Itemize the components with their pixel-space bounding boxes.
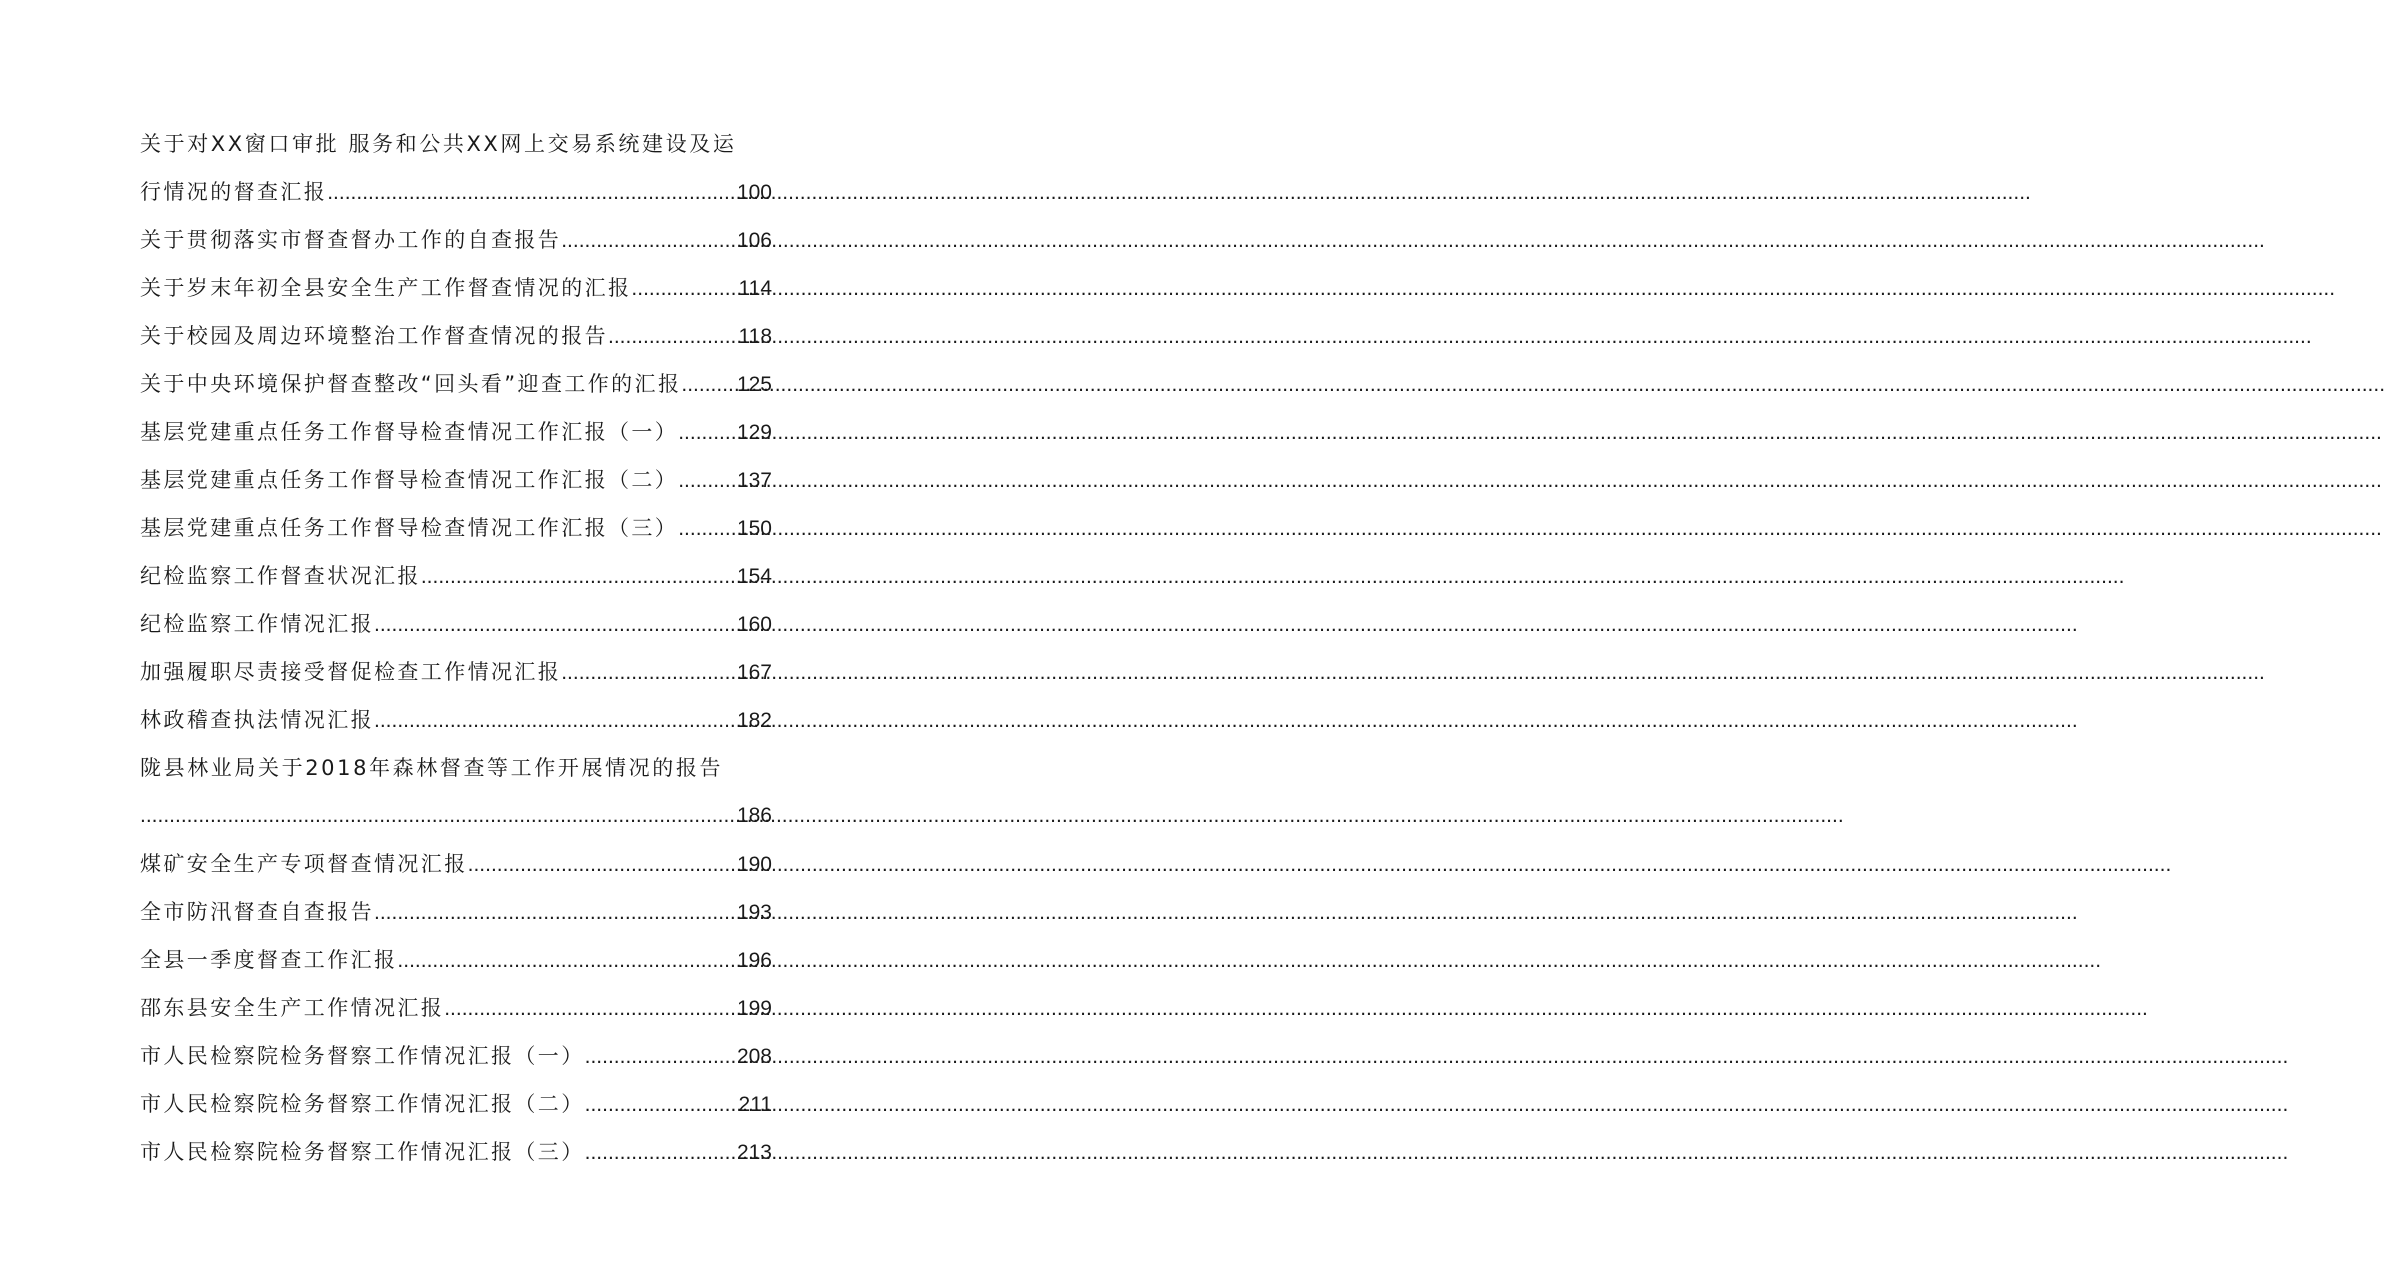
toc-entry-title: 关于岁末年初全县安全生产工作督查情况的汇报 (140, 276, 632, 300)
toc-entry[interactable] (140, 456, 772, 504)
toc-page-number: 167 (736, 661, 772, 684)
toc-page-number: 196 (736, 949, 772, 972)
dot-leader (421, 553, 737, 601)
toc-entry-title: 陇县林业局关于2018年森林督查等工作开展情况的报告 (140, 756, 724, 780)
toc-entry[interactable] (140, 312, 772, 360)
toc-page-number: 199 (736, 997, 772, 1020)
toc-page-number: 186 (736, 804, 772, 827)
dot-leader (585, 1129, 737, 1177)
dot-leader (585, 1033, 737, 1081)
toc-page-number: 190 (736, 853, 772, 876)
dot-leader (374, 697, 737, 745)
toc-entry-line1 (140, 744, 772, 792)
toc-entry[interactable] (140, 1128, 772, 1176)
dot-leader (327, 169, 737, 217)
toc-page-number: 106 (736, 229, 772, 252)
toc-entry[interactable] (140, 984, 772, 1032)
toc-entry[interactable] (140, 264, 772, 312)
toc-page-number: 118 (738, 325, 772, 348)
toc-entry[interactable] (140, 936, 772, 984)
toc-entry-title: 关于贯彻落实市督查督办工作的自查报告 (140, 228, 562, 252)
toc-entry-line1 (140, 120, 772, 168)
toc-entry-title: 纪检监察工作情况汇报 (140, 612, 374, 636)
toc-entry-title: 林政稽查执法情况汇报 (140, 708, 374, 732)
dot-leader (585, 1081, 739, 1129)
dot-leader (631, 265, 738, 313)
toc-entry-title: 关于校园及周边环境整治工作督查情况的报告 (140, 324, 608, 348)
dot-leader (374, 601, 737, 649)
toc-page-number: 154 (736, 565, 772, 588)
dot-leader (681, 361, 737, 409)
toc-entry-title: 关于中央环境保护督查整改“回头看”迎查工作的汇报 (140, 372, 682, 396)
toc-entry-title: 全县一季度督查工作汇报 (140, 948, 398, 972)
toc-page-number: 160 (736, 613, 772, 636)
toc-entry[interactable] (140, 168, 772, 216)
dot-leader (468, 841, 737, 889)
toc-entry[interactable] (140, 552, 772, 600)
toc-entry-title: 邵东县安全生产工作情况汇报 (140, 996, 445, 1020)
toc-entry[interactable] (140, 216, 772, 264)
dot-leader (397, 937, 737, 985)
dot-leader (678, 505, 737, 553)
toc-entry[interactable] (140, 888, 772, 936)
toc-entry[interactable] (140, 1032, 772, 1080)
toc-entry-title: 关于对XX窗口审批 服务和公共XX网上交易系统建设及运 (140, 132, 737, 156)
toc-entry[interactable] (140, 648, 772, 696)
toc-entry[interactable] (140, 792, 772, 840)
toc-entry[interactable] (140, 696, 772, 744)
dot-leader (561, 217, 737, 265)
toc-entry-title: 全市防汛督查自查报告 (140, 900, 374, 924)
toc-entry[interactable] (140, 360, 772, 408)
toc-entry-title: 纪检监察工作督查状况汇报 (140, 564, 421, 588)
toc-entry[interactable] (140, 600, 772, 648)
toc-entry-title: 基层党建重点任务工作督导检查情况工作汇报（三） (140, 516, 679, 540)
toc-page-number: 114 (738, 277, 772, 300)
toc-entry-title: 市人民检察院检务督察工作情况汇报（三） (140, 1140, 585, 1164)
toc-page-number: 182 (736, 709, 772, 732)
table-of-contents (140, 120, 772, 1176)
toc-entry-title: 行情况的督查汇报 (140, 180, 328, 204)
dot-leader (608, 313, 739, 361)
toc-entry-title: 基层党建重点任务工作督导检查情况工作汇报（二） (140, 468, 679, 492)
toc-page-number: 211 (738, 1093, 772, 1116)
dot-leader (678, 457, 737, 505)
toc-page-number: 125 (736, 373, 772, 396)
dot-leader (561, 649, 737, 697)
toc-entry-title: 市人民检察院检务督察工作情况汇报（二） (140, 1092, 585, 1116)
toc-page-number: 137 (736, 469, 772, 492)
dot-leader (140, 792, 737, 840)
toc-page-number: 213 (736, 1141, 772, 1164)
toc-entry[interactable] (140, 1080, 772, 1128)
dot-leader (374, 889, 737, 937)
toc-page-number: 208 (736, 1045, 772, 1068)
toc-entry[interactable] (140, 408, 772, 456)
toc-entry[interactable] (140, 840, 772, 888)
dot-leader (444, 985, 737, 1033)
toc-page-number: 129 (736, 421, 772, 444)
toc-entry[interactable] (140, 504, 772, 552)
toc-page-number: 193 (736, 901, 772, 924)
toc-page-number: 150 (736, 517, 772, 540)
dot-leader (678, 409, 737, 457)
toc-page-number: 100 (736, 181, 772, 204)
toc-entry-title: 基层党建重点任务工作督导检查情况工作汇报（一） (140, 420, 679, 444)
toc-entry-title: 加强履职尽责接受督促检查工作情况汇报 (140, 660, 562, 684)
toc-entry-title: 煤矿安全生产专项督查情况汇报 (140, 852, 468, 876)
toc-entry-title: 市人民检察院检务督察工作情况汇报（一） (140, 1044, 585, 1068)
